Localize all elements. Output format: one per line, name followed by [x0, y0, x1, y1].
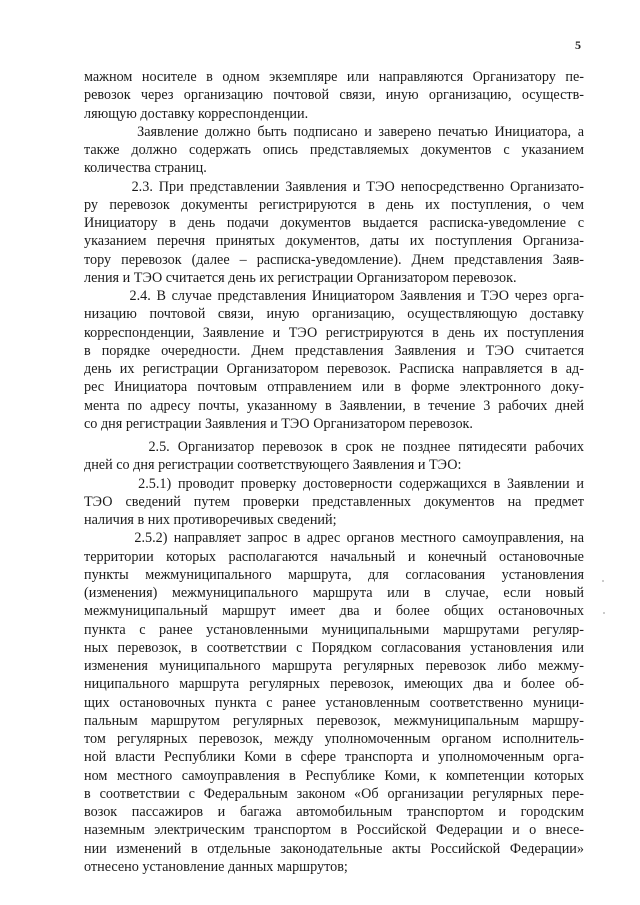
text-line: щих остановочных пункта с ранее установленным соответственно муници- [84, 694, 584, 711]
text-line: ном местного самоуправления в Республике Коми, к компетенции которых [84, 767, 584, 784]
text-line: пункта с ранее установленными муниципальными маршрутами регуляр- [84, 621, 584, 638]
text-line: корреспонденции, Заявление и ТЭО регистрируются в день их поступления [84, 324, 584, 341]
text-line: том регулярных перевозок, между уполномоченным органом исполнитель- [84, 731, 584, 747]
text-line: ных перевозок, в соответствии с Порядком согласования установления или [84, 639, 584, 656]
text-line: мента по адресу почты, указанному в Заявлении, в течение 3 рабочих дней [84, 397, 584, 414]
text-line: указанием перечня принятых документов, даты их поступления Организа- [84, 233, 584, 250]
scan-speck [602, 580, 604, 582]
text-line: день их регистрации Организатором перевозок. Расписка направляется в ад- [84, 361, 584, 377]
text-line: возок пассажиров и багажа автомобильным транспортом и городским [84, 804, 584, 820]
text-line: 2.5. Организатор перевозок в срок не позднее пятидесяти рабочих [84, 439, 584, 455]
text-line: ТЭО сведений путем проверки представленных документов на предмет [84, 493, 584, 510]
paragraph [84, 68, 584, 123]
text-line: пальным маршрутом регулярных перевозок, межмуниципальным маршру- [84, 712, 584, 729]
text-line: рес Инициатора почтовым отправлением или в форме электронного доку- [84, 379, 584, 396]
document-body [84, 68, 584, 876]
text-line: со дня регистрации Заявления и ТЭО Организатором перевозок. [84, 415, 473, 432]
paragraph [84, 178, 584, 288]
text-line: отнесено установление данных маршрутов; [84, 858, 348, 875]
page-number: 5 [575, 38, 581, 52]
text-line: наземным электрическим транспортом в Российской Федерации и о внесе- [84, 822, 584, 839]
text-line: нии изменений в отдельные законодательные акты Российской Федерации» [84, 840, 584, 857]
text-line: пункты межмуниципального маршрута, для согласования установления [84, 566, 584, 583]
paragraph [84, 287, 584, 433]
text-line: ревозок через организацию почтовой связи, иную организацию, осуществ- [84, 87, 584, 104]
text-line: ру перевозок документы регистрируются в день их поступления, о чем [84, 196, 584, 213]
text-line: также должно содержать опись представляемых документов с указанием [84, 142, 584, 158]
text-line: в порядке очередности. Днем представления Заявления и ТЭО считается [84, 342, 584, 359]
text-line: 2.4. В случае представления Инициатором Заявления и ТЭО через орга- [84, 288, 584, 304]
text-line: дней со дня регистрации соответствующего Заявления и ТЭО: [84, 457, 462, 474]
text-line: ляющую доставку корреспонденции. [84, 105, 309, 122]
text-line: мажном носителе в одном экземпляре или направляются Организатору пе- [84, 69, 584, 85]
text-line: (изменения) межмуниципального маршрута или в случае, если новый [84, 585, 584, 601]
text-line: 2.3. При представлении Заявления и ТЭО непосредственно Организато- [84, 178, 584, 195]
text-line: межмуниципальный маршрут имеет два и более общих остановочных [84, 603, 584, 620]
text-line: тору перевозок (далее – расписка-уведомление). Днем представления Заяв- [84, 251, 584, 268]
text-line: количества страниц. [84, 160, 207, 177]
text-line: в соответствии с Федеральным законом «Об организации регулярных пере- [84, 785, 584, 802]
scan-speck [603, 612, 605, 614]
text-line: Инициатору в день подачи документов выдается расписка-уведомление с [84, 215, 584, 231]
text-line: низацию почтовой связи, иную организацию, осуществляющую доставку [84, 306, 584, 323]
paragraph [84, 475, 584, 530]
paragraph [84, 438, 584, 475]
text-line: территории которых располагаются начальный и конечный остановочные [84, 548, 584, 565]
text-line: Заявление должно быть подписано и заверено печатью Инициатора, а [84, 123, 584, 140]
text-line: изменения муниципального маршрута регулярных перевозок либо межму- [84, 658, 584, 674]
paragraph [84, 529, 584, 876]
text-line: ниципального маршрута регулярных перевозок, имеющих два и более об- [84, 676, 584, 693]
text-line: ления и ТЭО считается день их регистрации Организатором перевозок. [84, 269, 517, 286]
text-line: ной власти Республики Коми в сфере транспорта и уполномоченным орга- [84, 749, 584, 766]
text-line: 2.5.1) проводит проверку достоверности содержащихся в Заявлении и [84, 475, 584, 492]
text-line: наличия в них противоречивых сведений; [84, 512, 337, 528]
text-line: 2.5.2) направляет запрос в адрес органов местного самоуправления, на [84, 530, 584, 547]
paragraph [84, 123, 584, 178]
